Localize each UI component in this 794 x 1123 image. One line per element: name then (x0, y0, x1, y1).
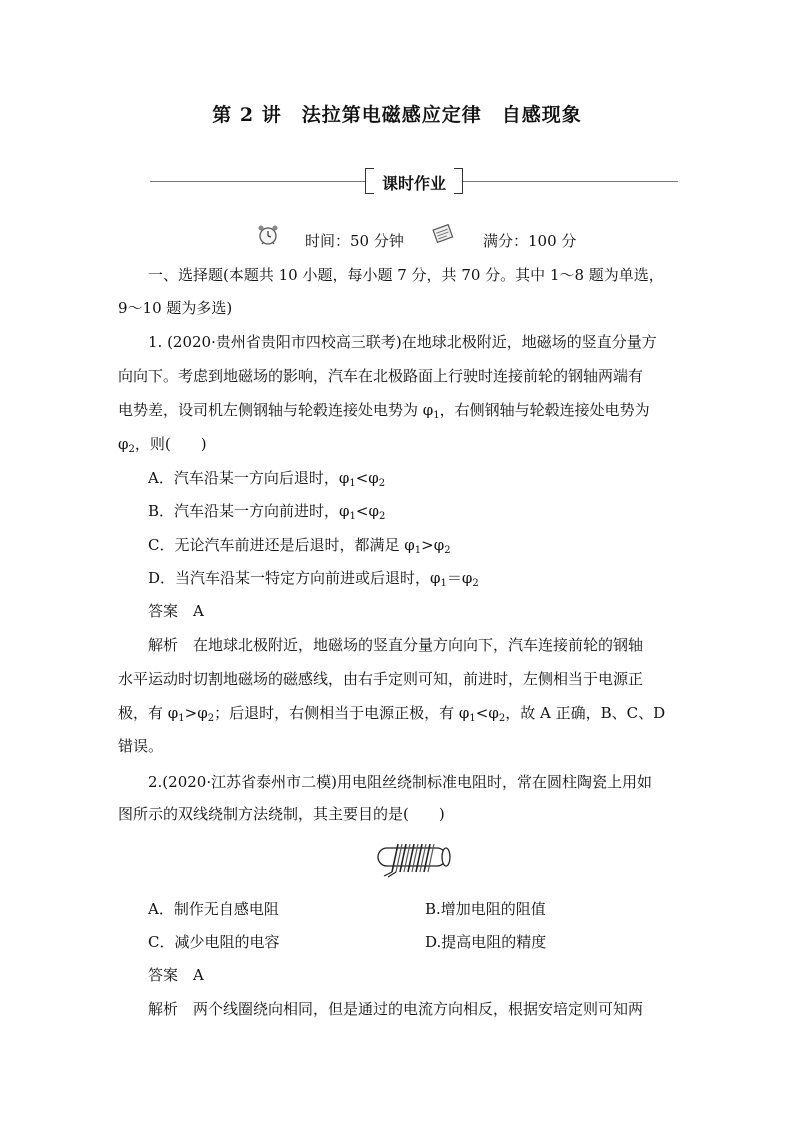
q1-answer (148, 601, 204, 621)
section-intro-line1: 一、选择题(本题共 10 小题，每小题 7 分，共 70 分。其中 1～8 题为单选， (148, 266, 664, 284)
q2-option-c: C．减少电阻的电容 (148, 933, 280, 951)
section-tag-label: 课时作业 (381, 174, 446, 193)
q1-analysis-label: 解析 (148, 636, 179, 654)
clock-icon (256, 224, 280, 246)
divider-left (150, 181, 365, 182)
page-title: 第 2 讲 法拉第电磁感应定律 自感现象 (212, 104, 582, 126)
q1-analysis-line2: 水平运动时切割地磁场的磁感线，由右手定则可知，前进时，左侧相当于电源正 (118, 670, 644, 688)
q2-option-d: D.提高电阻的精度 (425, 933, 547, 951)
q1-stem-line2: 向向下。考虑到地磁场的影响，汽车在北极路面上行驶时连接前轮的钢轴两端有 (118, 367, 644, 385)
q2-stem-line2: 图所示的双线绕制方法绕制，其主要目的是( ) (118, 805, 445, 823)
q1-stem-line3: 电势差，设司机左侧钢轴与轮毂连接处电势为 $\varphi_1$，右侧钢轴与轮毂连接处电势为 (118, 401, 650, 421)
q1-option-c: C．无论汽车前进还是后退时，都满足 $\varphi_1>\varphi_2$ (148, 536, 451, 556)
q1-analysis-line4: 错误。 (118, 737, 164, 755)
q1-answer-label: 答案 (148, 602, 179, 620)
full-score: 满分：100 分 (483, 232, 577, 250)
q2-option-a: A．制作无自感电阻 (148, 900, 279, 918)
q1-option-a: A．汽车沿某一方向后退时，$\varphi_1<\varphi_2$ (148, 469, 386, 489)
q2-answer (148, 965, 204, 985)
q2-analysis-line1: 解析 两个线圈绕向相同，但是通过的电流方向相反，根据安培定则可知两 (148, 1000, 644, 1018)
q1-stem-line1: 1. (2020·贵州省贵阳市四校高三联考)在地球北极附近，地磁场的竖直分量方 (148, 333, 657, 351)
q1-option-d: D．当汽车沿某一特定方向前进或后退时，$\varphi_1=\varphi_2$ (148, 569, 479, 589)
q1-stem-line4: $\varphi_2$，则( ) (118, 435, 207, 455)
double-wound-coil-figure (372, 838, 454, 878)
time-limit: 时间：50 分钟 (305, 232, 404, 250)
section-intro-line2: 9～10 题为多选) (118, 299, 233, 317)
q2-answer-label: 答案 (148, 966, 179, 984)
divider-right (463, 181, 678, 182)
q1-answer-value: A (193, 602, 204, 620)
q2-answer-value: A (193, 966, 204, 984)
q2-stem-line1: 2.(2020·江苏省泰州市二模)用电阻丝绕制标准电阻时，常在圆柱陶瓷上用如 (148, 773, 652, 791)
q1-analysis-line3: 极，有 $\varphi_1>\varphi_2$；后退时，右侧相当于电源正极，有 $\varphi_1<\varphi_2$，故 A 正确，B、C、D (118, 704, 666, 724)
q1-analysis-line1: 解析 在地球北极附近，地磁场的竖直分量方向向下，汽车连接前轮的钢轴 (148, 636, 644, 654)
q2-option-b: B.增加电阻的阻值 (425, 900, 546, 918)
q1-option-b: B．汽车沿某一方向前进时，$\varphi_1<\varphi_2$ (148, 502, 386, 522)
scorecard-icon (430, 222, 456, 246)
q2-analysis-label: 解析 (148, 1000, 179, 1018)
section-tag (365, 168, 463, 194)
